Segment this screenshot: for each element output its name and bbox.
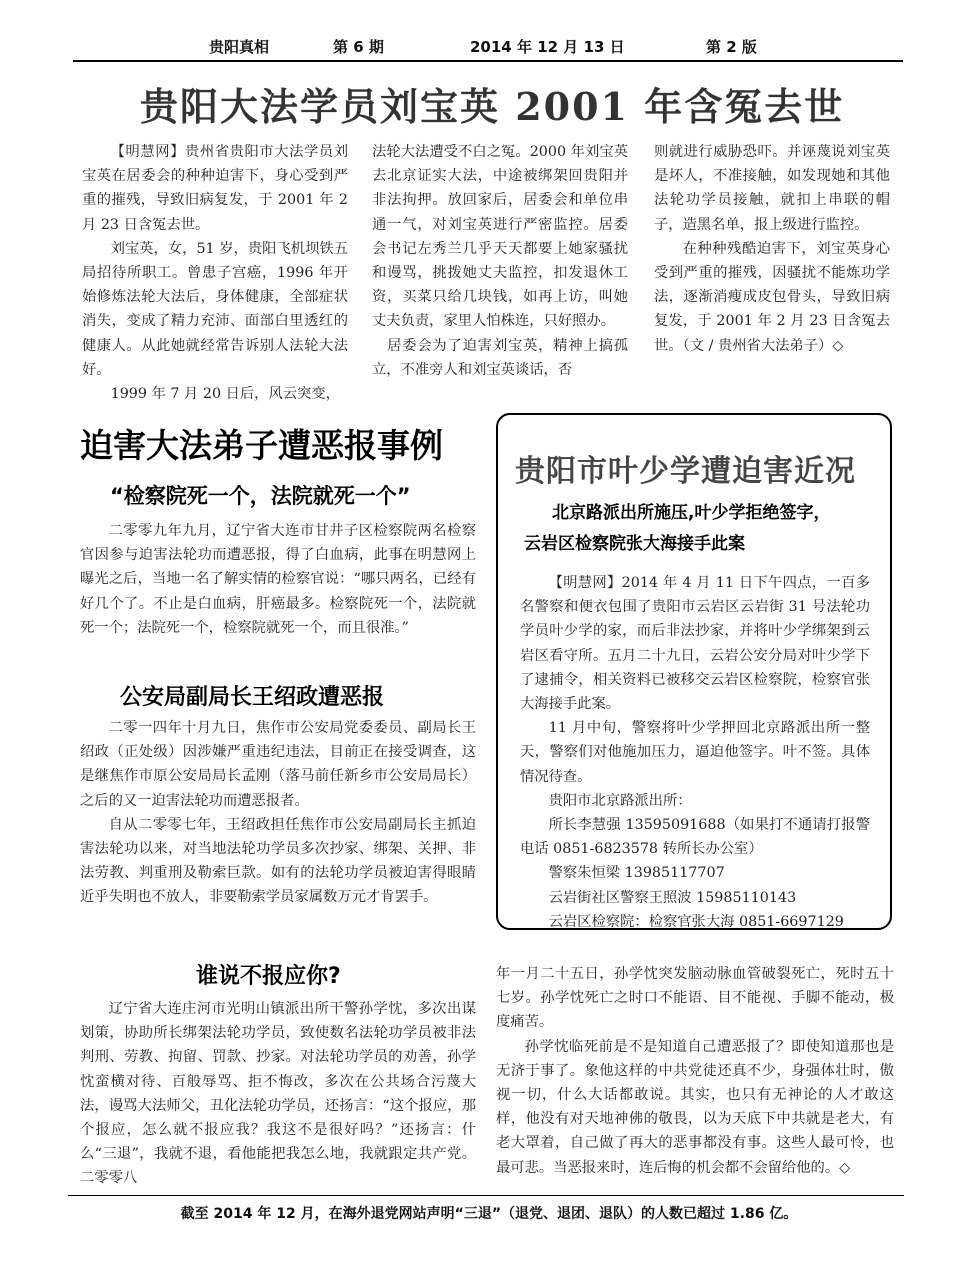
- article2-sub1-body: [80, 519, 476, 640]
- article1-title: 贵阳大法学员刘宝英 2001 年含冤去世: [140, 84, 845, 129]
- paragraph: 【明慧网】贵州省贵阳市大法学员刘宝英在居委会的种种迫害下，身心受到严重的摧残，导致旧病复发，于 2001 年 2 月 23 日含冤去世。: [82, 144, 348, 233]
- article2-sub1-title: “检察院死一个，法院就死一个”: [110, 484, 411, 508]
- header-page: 第 2 版: [706, 38, 757, 56]
- header-date: 2014 年 12 月 13 日: [470, 38, 625, 56]
- article3-title: 贵阳市叶少学遭迫害近况: [515, 454, 856, 489]
- article2-sub2-title: 公安局副局长王绍政遭恶报: [120, 685, 385, 710]
- article2-sub3-left: [80, 997, 476, 1191]
- paragraph: 二零一四年十月九日，焦作市公安局党委委员、副局长王绍政（正处级）因涉嫌严重违纪违法，目前正在接受调查，这是继焦作市原公安局局长孟刚（落马前任新乡市公安局局长）之后的又一迫害法轮功而遭恶报者。: [80, 720, 476, 809]
- article3-subtitle-line1: 北京路派出所施压,叶少学拒绝签字，: [552, 503, 831, 523]
- paragraph: 则就进行威胁恐吓。并诬蔑说刘宝英是坏人，不准接触，如发现她和其他法轮功学员接触，就扣上串联的帽子，造黑名单，报上级进行监控。: [654, 144, 890, 233]
- contact-chief: 所长李慧强 13595091688（如果打不通请打报警电话 0851-6823578 转所长办公室）: [520, 817, 870, 858]
- article3-body: [520, 571, 870, 934]
- paragraph: 1999 年 7 月 20 日后，风云突变，: [110, 386, 340, 403]
- article2-sub3-right: [496, 962, 894, 1180]
- header-paper-name: 贵阳真相: [209, 38, 270, 56]
- article2-title: 迫害大法弟子遭恶报事例: [80, 426, 443, 465]
- paragraph: 居委会为了迫害刘宝英，精神上搞孤立，不准旁人和刘宝英谈话，否: [372, 337, 628, 378]
- header-rule: [73, 60, 903, 62]
- paragraph: 孙学忱临死前是不是知道自己遭恶报了？即使知道那也是无济于事了。象他这样的中共党徒还真不少，身强体壮时，傲视一切，什么大话都敢说。其实，也只有无神论的人才敢这样，他没有对天地神佛的敬畏，以为天底下中共就是老大，有老大罩着，自己做了再大的恶事都没有事。这些人最可怜，也最可悲。当恶报来时，连后悔的机会都不会留给他的。◇: [496, 1038, 894, 1176]
- contact-officer2: 云岩街社区警察王照波 15985110143: [548, 889, 797, 906]
- paragraph: 【明慧网】2014 年 4 月 11 日下午四点，一百多名警察和便衣包围了贵阳市云岩区云岩街 31 号法轮功学员叶少学的家，而后非法抄家，并将叶少学绑架到云岩区看守所。五月二十九日，云岩公安分局对叶少学下了逮捕令，相关资料已被移交云岩区检察院，检察官张大海接手此案。: [520, 575, 870, 713]
- paragraph: 自从二零零七年，王绍政担任焦作市公安局副局长主抓迫害法轮功以来，对当地法轮功学员多次抄家、绑架、关押、非法劳教、判重刑及勒索巨款。如有的法轮功学员被迫害得眼睛近乎失明也不放人，非要勒索学员家属数万元才肯罢手。: [80, 816, 476, 906]
- contact-procuratorate: 云岩区检察院：检察官张大海 0851-6697129: [548, 913, 844, 930]
- footer-note: 截至 2014 年 12 月，在海外退党网站声明“三退”（退党、退团、退队）的人数已超过 1.86 亿。: [180, 1206, 798, 1222]
- article1-col3: [654, 140, 890, 358]
- paragraph: 刘宝英，女，51 岁，贵阳飞机坝铁五局招待所职工。曾患子宫癌，1996 年开始修炼法轮大法后，身体健康，全部症状消失，变成了精力充沛、面部白里透红的健康人。从此她就经常告诉别人法轮大法好。: [82, 240, 348, 378]
- contact-officer1: 警察朱恒梁 13985117707: [548, 865, 725, 882]
- paragraph: 11 月中旬，警察将叶少学押回北京路派出所一整天，警察们对他施加压力，逼迫他签字。叶不签。具体情况待查。: [520, 720, 870, 785]
- paragraph: 年一月二十五日，孙学忱突发脑动脉血管破裂死亡，死时五十七岁。孙学忱死亡之时口不能语、目不能视、手脚不能动，极度痛苦。: [496, 966, 894, 1031]
- header-issue: 第 6 期: [333, 38, 384, 56]
- footer-rule: [68, 1195, 904, 1196]
- article3-subtitle-line2: 云岩区检察院张大海接手此案: [524, 534, 745, 554]
- article2-sub2-body: [80, 716, 476, 910]
- contact-station: 贵阳市北京路派出所：: [548, 792, 692, 809]
- paragraph: 在种种残酷迫害下，刘宝英身心受到严重的摧残，因骚扰不能炼功学法，逐渐消瘦成皮包骨头，导致旧病复发，于 2001 年 2 月 23 日含冤去世。（文 / 贵州省大法弟子）◇: [654, 240, 890, 354]
- article1-col2: [372, 140, 628, 382]
- article2-sub3-title: 谁说不报应你?: [196, 964, 341, 989]
- article1-col1: [82, 140, 348, 406]
- paragraph: 二零零九年九月，辽宁省大连市甘井子区检察院两名检察官因参与迫害法轮功而遭恶报，得了白血病，此事在明慧网上曝光之后，当地一名了解实情的检察官说：“哪只两名，已经有好几个了。不止是白血病，肝癌最多。检察院死一个，法院就死一个；法院死一个，检察院就死一个，而且很准。”: [80, 523, 476, 636]
- paragraph: 辽宁省大连庄河市光明山镇派出所干警孙学忱，多次出谋划策，协助所长绑架法轮功学员，致使数名法轮功学员被非法判刑、劳教、拘留、罚款、抄家。对法轮功学员的劝善，孙学忱蛮横对待、百般辱骂、拒不悔改，多次在公共场合污蔑大法，谩骂大法师父，丑化法轮功学员，还扬言：“这个报应，那个报应，怎么就不报应我？我这不是很好吗？”还扬言：什么“三退”，我就不退，看他能把我怎么地，我就跟定共产党。二零零八: [80, 1001, 476, 1187]
- paragraph: 法轮大法遭受不白之冤。2000 年刘宝英去北京证实大法，中途被绑架回贵阳并非法拘押。放回家后，居委会和单位串通一气，对刘宝英进行严密监控。居委会书记左秀兰几乎天天都要上她家骚扰和谩骂，挑拨她丈夫监控，扣发退休工资，买菜只给几块钱，如再上访，叫她丈夫负责，家里人怕株连，只好照办。: [372, 144, 628, 330]
